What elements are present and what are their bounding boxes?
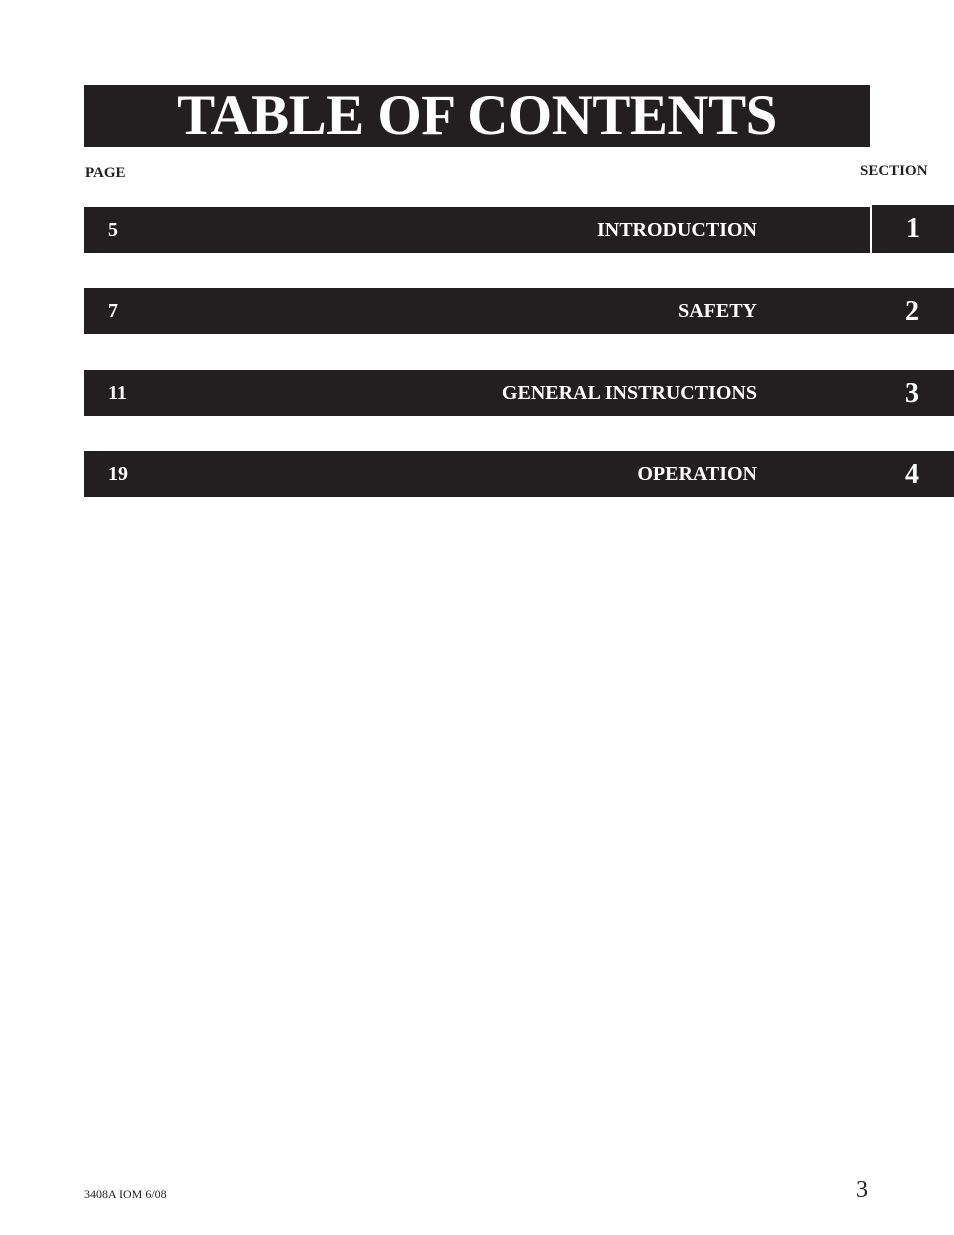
toc-page-number: 5 xyxy=(108,219,118,241)
page-column-header: PAGE xyxy=(85,165,126,181)
toc-section-title: OPERATION xyxy=(637,463,757,485)
toc-section-title: SAFETY xyxy=(678,300,757,322)
toc-section-number: 2 xyxy=(905,296,919,327)
toc-entry-operation[interactable] xyxy=(84,451,954,497)
toc-page-number: 19 xyxy=(108,463,128,485)
page-title: TABLE OF CONTENTS xyxy=(177,84,777,147)
toc-section-number: 3 xyxy=(905,378,919,409)
toc-page-number: 11 xyxy=(108,382,127,404)
toc-section-title: GENERAL INSTRUCTIONS xyxy=(501,382,757,404)
footer-document-id: 3408A IOM 6/08 xyxy=(84,1187,167,1201)
toc-entry-safety[interactable] xyxy=(84,288,954,334)
toc-section-number: 4 xyxy=(905,459,919,490)
toc-section-title: INTRODUCTION xyxy=(596,219,757,241)
toc-entry-introduction[interactable] xyxy=(84,207,954,253)
footer-page-number: 3 xyxy=(856,1177,868,1203)
section-column-header: SECTION xyxy=(860,163,928,179)
toc-page-number: 7 xyxy=(108,300,118,322)
page-title-bar xyxy=(84,85,870,147)
toc-section-number: 1 xyxy=(870,205,954,253)
toc-entry-general-instructions[interactable] xyxy=(84,370,954,416)
